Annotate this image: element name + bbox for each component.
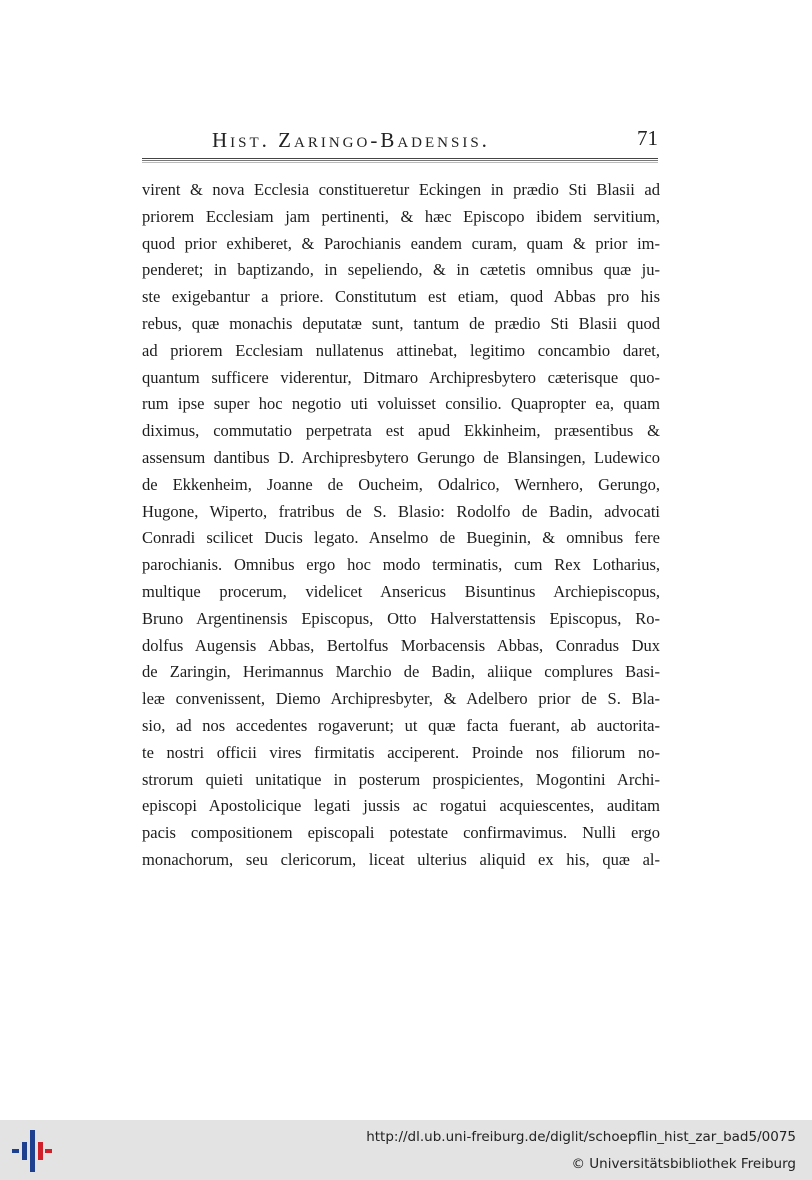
text-line: diximus, commutatio perpetrata est apud Ekkinheim, præsentibus & xyxy=(142,421,660,441)
text-line: Conradi scilicet Ducis legato. Anselmo de Bueginin, & omnibus fere xyxy=(142,528,660,548)
ub-freiburg-logo-icon[interactable] xyxy=(12,1130,52,1172)
body-text xyxy=(142,177,660,874)
text-line: monachorum, seu clericorum, liceat ulterius aliquid ex his, quæ al- xyxy=(142,849,660,869)
page-number: 71 xyxy=(637,126,658,150)
text-line: strorum quieti unitatique in posterum prospicientes, Mogontini Archi- xyxy=(142,769,660,789)
text-line: rebus, quæ monachis deputatæ sunt, tantum de prædio Sti Blasii quod xyxy=(142,313,660,333)
text-line: penderet; in baptizando, in sepeliendo, & in cætetis omnibus quæ ju- xyxy=(142,260,660,280)
text-line: leæ convenissent, Diemo Archipresbyter, & Adelbero prior de S. Bla- xyxy=(142,689,660,709)
text-line: dolfus Augensis Abbas, Bertolfus Morbacensis Abbas, Conradus Dux xyxy=(142,635,660,655)
text-line: assensum dantibus D. Archipresbytero Gerungo de Blansingen, Ludewico xyxy=(142,447,660,467)
text-line: virent & nova Ecclesia constitueretur Eckingen in prædio Sti Blasii ad xyxy=(142,180,660,199)
text-line: ad priorem Ecclesiam nullatenus attinebat, legitimo concambio daret, xyxy=(142,340,660,360)
text-line: pacis compositionem episcopali potestate confirmavimus. Nulli ergo xyxy=(142,823,660,843)
text-line: ste exigebantur a priore. Constitutum est etiam, quod Abbas pro his xyxy=(142,287,660,307)
viewer-footer xyxy=(0,1120,812,1180)
text-line: parochianis. Omnibus ergo hoc modo terminatis, cum Rex Lotharius, xyxy=(142,555,660,575)
text-line: quantum sufficere viderentur, Ditmaro Archipresbytero cæterisque quo- xyxy=(142,367,660,387)
text-line: sio, ad nos accedentes rogaverunt; ut quæ facta fuerant, ab auctorita- xyxy=(142,715,660,735)
text-line: de Ekkenheim, Joanne de Oucheim, Odalrico, Wernhero, Gerungo, xyxy=(142,474,660,494)
text-line: rum ipse super hoc negotio uti voluisset consilio. Quapropter ea, quam xyxy=(142,394,660,414)
text-line: de Zaringin, Herimannus Marchio de Badin, aliique complures Basi- xyxy=(142,662,660,682)
page-header xyxy=(140,126,660,156)
text-line: te nostri officii vires firmitatis acciperent. Proinde nos filiorum no- xyxy=(142,742,660,762)
text-line: priorem Ecclesiam jam pertinenti, & hæc Episcopo ibidem servitium, xyxy=(142,206,660,226)
header-rule xyxy=(142,158,658,159)
text-line: Bruno Argentinensis Episcopus, Otto Halverstattensis Episcopus, Ro- xyxy=(142,608,660,628)
running-title: Hist. Zaringo-Badensis. xyxy=(212,128,490,152)
text-line: multique procerum, videlicet Ansericus Bisuntinus Archiepiscopus, xyxy=(142,581,660,601)
text-line: quod prior exhiberet, & Parochianis eandem curam, quam & prior im- xyxy=(142,233,660,253)
source-url-link[interactable]: http://dl.ub.uni-freiburg.de/diglit/schoepflin_hist_zar_bad5/0075 xyxy=(366,1129,796,1145)
copyright-notice: © Universitätsbibliothek Freiburg xyxy=(571,1156,796,1172)
text-line: Hugone, Wiperto, fratribus de S. Blasio: Rodolfo de Badin, advocati xyxy=(142,501,660,521)
text-line: episcopi Apostolicique legati jussis ac rogatui acquiescentes, auditam xyxy=(142,796,660,816)
